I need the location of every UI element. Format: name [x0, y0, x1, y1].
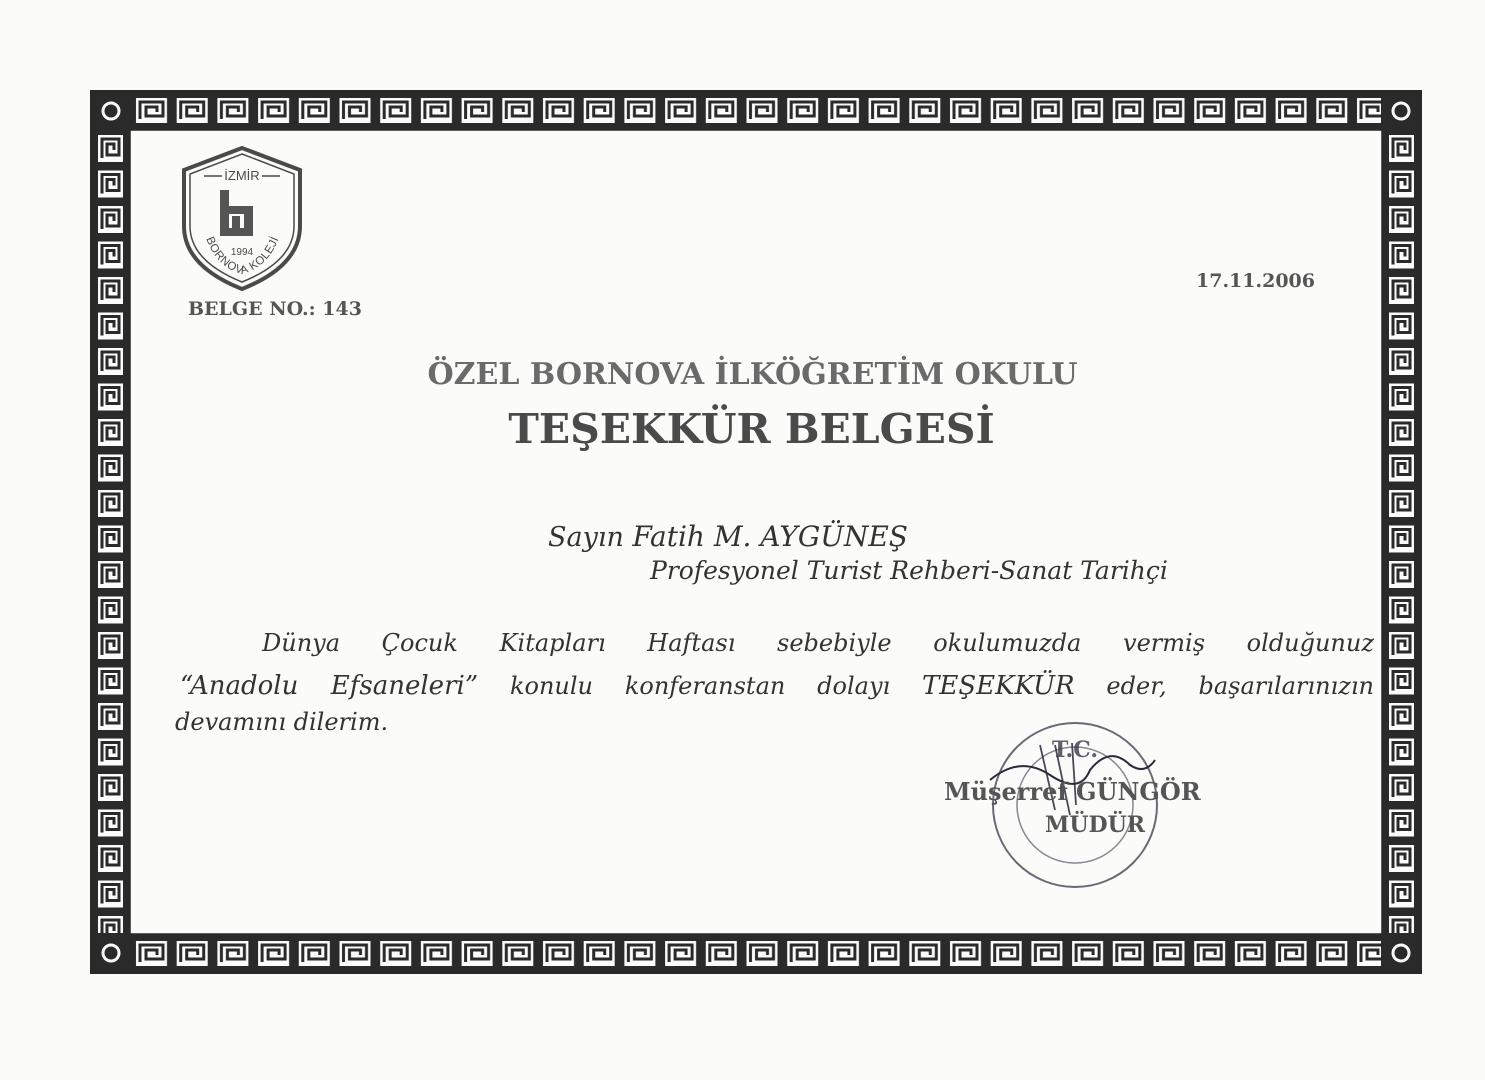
logo-year: 1994: [230, 247, 254, 258]
document-number: BELGE NO.: 143: [188, 298, 362, 320]
signer-name: Müşerref GÜNGÖR: [944, 777, 1201, 806]
school-name: ÖZEL BORNOVA İLKÖĞRETİM OKULU: [427, 357, 1078, 392]
lecture-title: “Anadolu Efsaneleri”: [180, 671, 479, 701]
bornova-koleji-shield-logo-icon: [182, 146, 302, 291]
signer-title: MÜDÜR: [1045, 812, 1146, 838]
thanks-emphasis: TEŞEKKÜR: [922, 671, 1075, 701]
salutation: Sayın: [548, 522, 624, 553]
stamp-text: T.C.: [1052, 737, 1098, 763]
body-text-line-3: devamını dilerim.: [175, 708, 389, 736]
recipient-name: Fatih M. AYGÜNEŞ: [632, 520, 908, 553]
recipient-profession: Profesyonel Turist Rehberi-Sanat Tarihçi: [650, 556, 1168, 585]
document-title: TEŞEKKÜR BELGESİ: [508, 405, 995, 453]
document-date: 17.11.2006: [1196, 270, 1315, 292]
logo-top-text: İZMİR: [224, 168, 260, 183]
school-logo: [182, 146, 302, 291]
body-text-segment-end: eder, başarılarınızın: [1106, 672, 1374, 700]
body-text-segment: konulu konferanstan dolayı: [509, 672, 891, 700]
logo-arc-text: BORNOVA KOLEJİ: [203, 235, 282, 278]
body-text-line-2: [180, 671, 1374, 701]
recipient-line: [548, 520, 908, 553]
body-text-line-1: Dünya Çocuk Kitapları Haftası sebebiyle okulumuzda vermiş olduğunuz: [262, 629, 1374, 657]
